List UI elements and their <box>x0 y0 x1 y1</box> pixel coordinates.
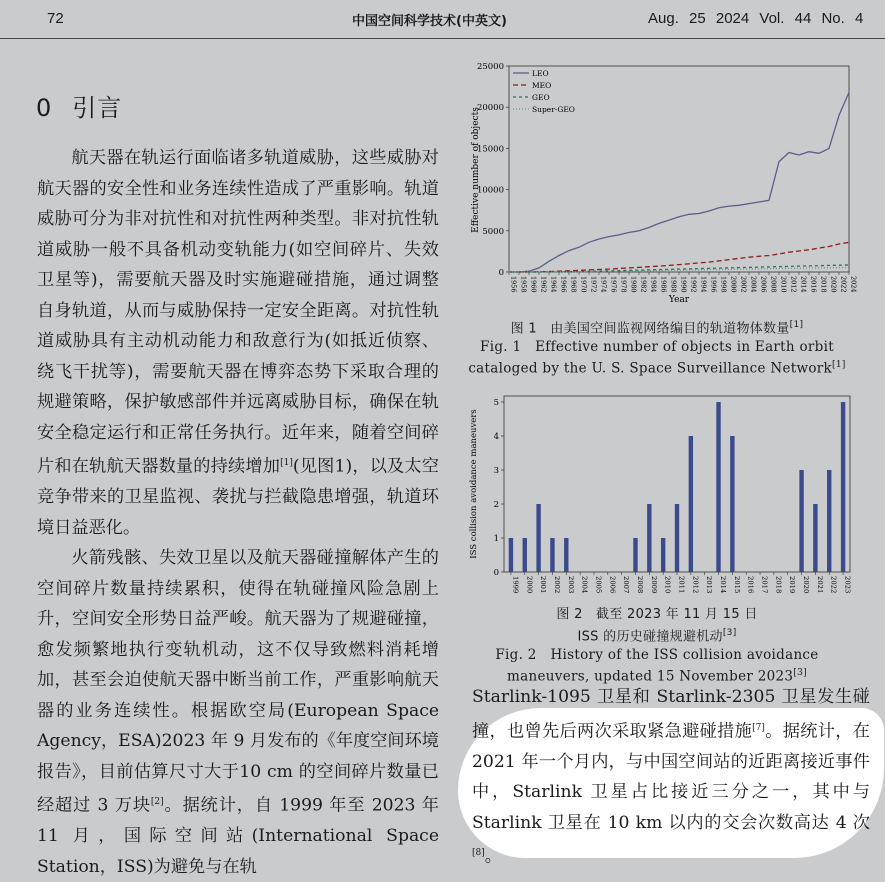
fig2-y-tick-label: 1 <box>493 534 499 544</box>
fig2-bar-2010 <box>661 538 665 572</box>
fig1-x-label: Year <box>668 295 690 305</box>
fig2-bar-2014 <box>716 402 720 572</box>
fig2-x-tick-label: 2016 <box>746 576 755 594</box>
fig1-x-tick-label: 2016 <box>809 276 818 293</box>
fig1-x-tick-label: 1982 <box>639 276 648 293</box>
fig2-bar-2022 <box>827 470 831 572</box>
fig2-bar-2021 <box>813 504 817 572</box>
fig1-legend-label: MEO <box>532 81 552 90</box>
paragraph-1: 航天器在轨运行面临诸多轨道威胁，这些威胁对航天器的安全性和业务连续性造成了严重影响。轨道威胁可分为非对抗性和对抗性两种类型。非对抗性轨道威胁一般不具备机动变轨能力(如空间碎片、失效卫星等)，需要航天器及时实施避碰措施，通过调整自身轨道，从而与威胁保持一定安全距离。对抗性轨道威胁具有主动机动能力和敌意行为(如抵近侦察、绕飞干扰等)，需要航天器在博弈态势下采取合理的规避策略，保护敏感部件并远离威胁目标，确保在轨安全稳定运行和正常任务执行。近年来，随着空间碎片和在轨航天器数量的持续增加[1](见图1)，以及太空竞争带来的卫星监视、袭扰与拦截隐患增强，轨道环境日益恶化。 <box>37 148 439 538</box>
fig2-bar-2003 <box>564 538 568 572</box>
fig2-x-tick-label: 2004 <box>580 576 589 594</box>
fig1-x-tick-label: 2010 <box>779 276 788 293</box>
fig1-x-tick-label: 1986 <box>659 276 668 293</box>
figure-2-chart <box>462 392 854 606</box>
fig2-x-tick-label: 2010 <box>663 576 672 594</box>
fig2-x-tick-label: 2018 <box>774 576 783 594</box>
fig1-y-tick-label: 5000 <box>482 226 504 237</box>
fig1-x-tick-label: 1966 <box>559 276 568 293</box>
fig2-y-tick-label: 5 <box>493 398 499 408</box>
fig2-bar-2012 <box>689 436 693 572</box>
fig1-x-tick-label: 1968 <box>569 276 578 293</box>
fig2-bar-2015 <box>730 436 734 572</box>
fig2-x-tick-label: 2000 <box>525 576 534 594</box>
fig1-x-tick-label: 2024 <box>849 276 858 293</box>
fig1-y-label: Effective number of objects <box>471 107 481 233</box>
fig1-x-tick-label: 1998 <box>719 276 728 293</box>
fig2-x-tick-label: 2023 <box>843 576 852 594</box>
fig1-y-tick-label: 25000 <box>476 62 504 72</box>
fig1-x-tick-label: 2012 <box>789 276 798 293</box>
citation: [2] <box>150 797 164 808</box>
fig2-x-tick-label: 2021 <box>815 576 824 594</box>
fig2-y-tick-label: 3 <box>493 466 499 476</box>
section-heading <box>36 88 122 123</box>
fig2-y-tick-label: 4 <box>493 432 499 442</box>
fig1-series-line-leo <box>509 92 849 272</box>
figure-1-caption: 图 1 由美国空间监视网络编目的轨道物体数量[1] Fig. 1 Effective number of objects in Earth orbit cataloged by the U. S. Space Surveillance Network[1] <box>468 320 846 377</box>
fig1-x-tick-label: 1990 <box>679 276 688 293</box>
fig2-x-tick-label: 2015 <box>732 576 741 594</box>
fig1-x-tick-label: 1996 <box>709 276 718 293</box>
fig2-x-tick-label: 2008 <box>635 576 644 594</box>
fig1-legend-label: GEO <box>532 93 550 102</box>
citation: [1] <box>280 458 293 468</box>
fig1-x-tick-label: 1994 <box>699 276 708 293</box>
fig2-x-tick-label: 2020 <box>802 576 811 594</box>
fig1-x-tick-label: 2018 <box>819 276 828 293</box>
fig2-bar-2002 <box>550 538 554 572</box>
fig2-x-tick-label: 2011 <box>677 576 686 594</box>
fig2-bar-2020 <box>799 470 803 572</box>
fig2-bar-2000 <box>523 538 527 572</box>
fig2-x-tick-label: 2003 <box>566 576 575 594</box>
figure-2-caption: 图 2 截至 2023 年 11 月 15 日 ISS 的历史碰撞规避机动[3] Fig. 2 History of the ISS collision avoidance maneuvers, updated 15 November 2023[3] <box>495 607 819 685</box>
fig1-x-tick-label: 1962 <box>539 276 548 293</box>
fig2-x-tick-label: 2013 <box>705 576 714 594</box>
fig1-x-tick-label: 2008 <box>769 276 778 293</box>
fig2-bar-2008 <box>633 538 637 572</box>
fig1-y-tick-label: 10000 <box>476 185 504 196</box>
fig2-y-label: ISS collision avoidance maneuvers <box>469 409 479 559</box>
fig2-x-tick-label: 2014 <box>719 576 728 594</box>
fig1-x-tick-label: 1992 <box>689 276 698 293</box>
fig1-x-tick-label: 1974 <box>599 276 608 293</box>
journal-title: 中国空间科学技术(中英文) <box>352 14 507 29</box>
fig2-bar-2011 <box>675 504 679 572</box>
left-column <box>37 143 439 882</box>
section-number: 0 <box>36 94 53 122</box>
fig1-x-tick-label: 1978 <box>619 276 628 293</box>
fig1-legend-label: LEO <box>532 69 549 78</box>
fig2-bar-1999 <box>509 538 513 572</box>
fig2-x-tick-label: 2001 <box>539 576 548 594</box>
paragraph-3: Starlink-1095 卫星和 Starlink-2305 卫星发生碰撞，也曾先后两次采取紧急避碰措施[7]。据统计，在 2021 年一个月内，与中国空间站的近距离接近事件中，Starlink 卫星占比接近三分之一，其中与 Starlink 卫星在 10 km 以内的交会次数高达 4 次[8]。 <box>472 687 870 867</box>
fig1-x-tick-label: 1972 <box>589 276 598 293</box>
fig2-x-tick-label: 2007 <box>622 576 631 594</box>
fig1-legend-label: Super-GEO <box>532 105 575 114</box>
citation: [8] <box>472 848 485 859</box>
fig1-x-tick-label: 2002 <box>739 276 748 293</box>
fig2-bar-2001 <box>536 504 540 572</box>
page-header <box>0 0 885 39</box>
fig1-x-tick-label: 1980 <box>629 276 638 293</box>
fig2-x-tick-label: 2005 <box>594 576 603 594</box>
fig1-x-tick-label: 2014 <box>799 276 808 293</box>
fig2-y-tick-label: 2 <box>493 500 499 510</box>
fig1-y-tick-label: 0 <box>498 268 504 278</box>
fig1-x-tick-label: 2006 <box>759 276 768 293</box>
figure-1-chart <box>462 60 858 305</box>
fig2-bar-2009 <box>647 504 651 572</box>
fig1-x-tick-label: 1956 <box>509 276 518 293</box>
issue-info: Aug. 25 2024 Vol. 44 No. 4 <box>648 10 864 27</box>
fig1-x-tick-label: 1964 <box>549 276 558 293</box>
fig1-x-tick-label: 1960 <box>529 276 538 293</box>
fig1-x-tick-label: 2004 <box>749 276 758 293</box>
fig2-x-tick-label: 2022 <box>829 576 838 594</box>
fig1-y-tick-label: 15000 <box>476 144 504 155</box>
fig2-x-tick-label: 1999 <box>511 576 520 594</box>
fig2-x-tick-label: 2002 <box>552 576 561 594</box>
fig1-series-line-meo <box>509 242 849 272</box>
citation: [7] <box>752 722 765 733</box>
fig1-x-tick-label: 2022 <box>839 276 848 293</box>
section-title-text: 引言 <box>72 94 123 122</box>
fig2-x-tick-label: 2006 <box>608 576 617 594</box>
fig1-x-tick-label: 1988 <box>669 276 678 293</box>
fig1-x-tick-label: 1958 <box>519 276 528 293</box>
fig1-x-tick-label: 2020 <box>829 276 838 293</box>
fig2-x-tick-label: 2012 <box>691 576 700 594</box>
fig1-y-tick-label: 20000 <box>476 103 504 114</box>
fig1-x-tick-label: 1984 <box>649 276 658 293</box>
fig2-bar-2023 <box>841 402 845 572</box>
fig1-x-tick-label: 1976 <box>609 276 618 293</box>
right-column <box>472 682 870 872</box>
fig2-x-tick-label: 2019 <box>788 576 797 594</box>
fig2-y-tick-label: 0 <box>493 568 499 578</box>
paragraph-2: 火箭残骸、失效卫星以及航天器碰撞解体产生的空间碎片数量持续累积，使得在轨碰撞风险急剧上升，空间安全形势日益严峻。航天器为了规避碰撞，愈发频繁地执行变轨机动，这不仅导致燃料消耗增加，甚至会迫使航天器中断当前工作，严重影响航天器的业务连续性。根据欧空局(European Space Agency，ESA)2023 年 9 月发布的《年度空间环境报告》，目前估算尺寸大于10 cm 的空间碎片数量已经超过 3 万块[2]。据统计，自 1999 年至 2023 年 11 月，国际空间站(International Space Station，ISS)为避免与在轨 <box>37 548 439 877</box>
fig2-x-tick-label: 2009 <box>649 576 658 594</box>
page-number: 72 <box>47 10 64 27</box>
fig2-x-tick-label: 2017 <box>760 576 769 594</box>
fig1-x-tick-label: 2000 <box>729 276 738 293</box>
fig1-x-tick-label: 1970 <box>579 276 588 293</box>
